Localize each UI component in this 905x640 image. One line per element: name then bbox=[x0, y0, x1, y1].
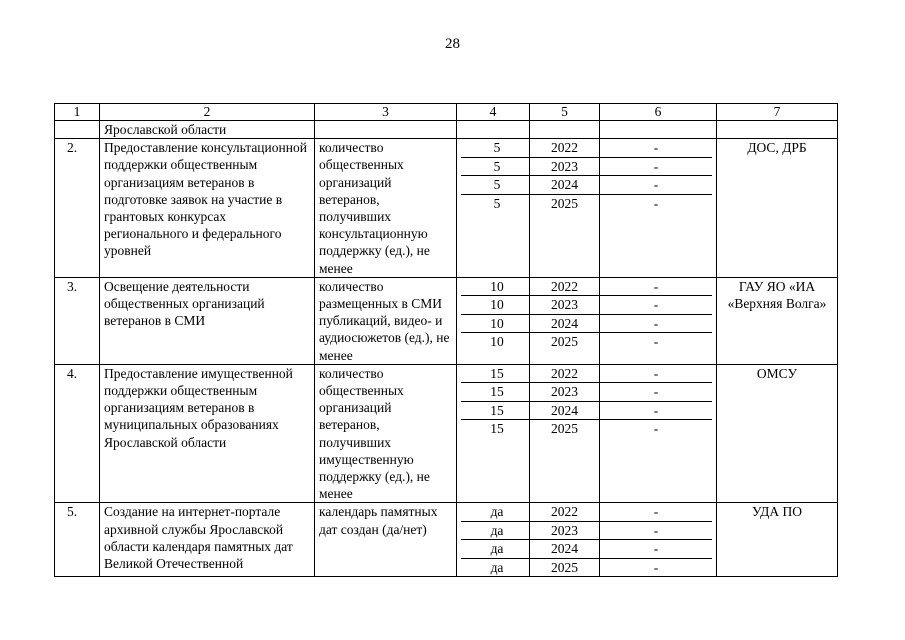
target-values bbox=[457, 139, 530, 278]
table-row bbox=[55, 503, 838, 577]
responsible: ДОС, ДРБ bbox=[717, 139, 838, 278]
column-6-value: - bbox=[653, 195, 659, 211]
table-row bbox=[55, 364, 838, 503]
column-6-value: - bbox=[600, 158, 712, 177]
year: 2025 bbox=[551, 195, 578, 211]
target-values bbox=[457, 277, 530, 364]
column-header: 6 bbox=[600, 104, 717, 121]
column-6-value: - bbox=[653, 334, 659, 350]
column-6-value: - bbox=[653, 421, 659, 437]
year: 2023 bbox=[530, 522, 599, 541]
target-values bbox=[457, 503, 530, 577]
year: 2023 bbox=[530, 296, 599, 315]
target-value: 15 bbox=[461, 402, 529, 421]
column-header: 4 bbox=[457, 104, 530, 121]
target-value: да bbox=[461, 503, 529, 522]
target-value: 10 bbox=[490, 334, 504, 350]
target-value: 5 bbox=[493, 195, 501, 211]
column-6-values bbox=[600, 277, 717, 364]
target-value: 5 bbox=[461, 139, 529, 158]
year: 2025 bbox=[551, 421, 578, 437]
column-header: 5 bbox=[530, 104, 600, 121]
responsible: ОМСУ bbox=[717, 364, 838, 503]
row-number: 2. bbox=[55, 139, 100, 278]
measures-table bbox=[54, 103, 838, 577]
indicator-text: количество общественных организаций ветеранов, получивших имущественную поддержку (ед.), не менее bbox=[315, 364, 457, 503]
indicator-text: количество общественных организаций ветеранов, получивших консультационную поддержку (ед.), не менее bbox=[315, 139, 457, 278]
target-value: 5 bbox=[461, 176, 529, 195]
table-row bbox=[55, 277, 838, 364]
column-6-value: - bbox=[600, 315, 712, 334]
column-6-value: - bbox=[600, 176, 712, 195]
years bbox=[530, 503, 600, 577]
year: 2022 bbox=[530, 278, 599, 297]
target-value: 10 bbox=[461, 315, 529, 334]
column-6-value: - bbox=[600, 296, 712, 315]
column-6-values bbox=[600, 503, 717, 577]
column-6-value: - bbox=[600, 383, 712, 402]
row-number: 5. bbox=[55, 503, 100, 577]
column-6-value: - bbox=[600, 365, 712, 384]
target-value: 15 bbox=[461, 383, 529, 402]
year: 2023 bbox=[530, 158, 599, 177]
column-6-value: - bbox=[600, 503, 712, 522]
column-header: 1 bbox=[55, 104, 100, 121]
target-value: 15 bbox=[490, 421, 504, 437]
years bbox=[530, 277, 600, 364]
years bbox=[530, 364, 600, 503]
year: 2025 bbox=[551, 334, 578, 350]
column-header: 2 bbox=[100, 104, 315, 121]
measure-name: Предоставление имущественной поддержки общественным организациям ветеранов в муниципальных образованиях Ярославской области bbox=[100, 364, 315, 503]
column-header: 3 bbox=[315, 104, 457, 121]
row-number: 3. bbox=[55, 277, 100, 364]
year: 2024 bbox=[530, 315, 599, 334]
year: 2024 bbox=[530, 402, 599, 421]
year: 2025 bbox=[551, 559, 578, 575]
target-value: 15 bbox=[461, 365, 529, 384]
indicator-text: календарь памятных дат создан (да/нет) bbox=[315, 503, 457, 577]
target-value: да bbox=[461, 522, 529, 541]
target-values bbox=[457, 364, 530, 503]
column-6-value: - bbox=[600, 278, 712, 297]
column-6-value: - bbox=[600, 540, 712, 559]
continuation-text: Ярославской области bbox=[100, 121, 315, 139]
page-number: 28 bbox=[445, 36, 460, 52]
measure-name: Создание на интернет-портале архивной службы Ярославской области календаря памятных дат Великой Отечественной bbox=[100, 503, 315, 577]
year: 2024 bbox=[530, 540, 599, 559]
target-value: да bbox=[490, 559, 504, 575]
row-number: 4. bbox=[55, 364, 100, 503]
target-value: да bbox=[461, 540, 529, 559]
year: 2023 bbox=[530, 383, 599, 402]
table-row bbox=[55, 139, 838, 278]
year: 2022 bbox=[530, 503, 599, 522]
column-6-value: - bbox=[600, 402, 712, 421]
column-6-value: - bbox=[653, 559, 659, 575]
year: 2022 bbox=[530, 139, 599, 158]
target-value: 5 bbox=[461, 158, 529, 177]
measure-name: Предоставление консультационной поддержки общественным организациям ветеранов в подготовке заявок на участие в грантовых конкурсах регионального и федерального уровней bbox=[100, 139, 315, 278]
years bbox=[530, 139, 600, 278]
target-value: 10 bbox=[461, 278, 529, 297]
responsible: УДА ПО bbox=[717, 503, 838, 577]
column-6-value: - bbox=[600, 522, 712, 541]
measure-name: Освещение деятельности общественных организаций ветеранов в СМИ bbox=[100, 277, 315, 364]
column-6-values bbox=[600, 139, 717, 278]
target-value: 10 bbox=[461, 296, 529, 315]
column-header: 7 bbox=[717, 104, 838, 121]
continuation-row bbox=[55, 121, 838, 139]
year: 2024 bbox=[530, 176, 599, 195]
column-6-value: - bbox=[600, 139, 712, 158]
column-6-values bbox=[600, 364, 717, 503]
responsible: ГАУ ЯО «ИА «Верхняя Волга» bbox=[717, 277, 838, 364]
indicator-text: количество размещенных в СМИ публикаций, видео- и аудиосюжетов (ед.), не менее bbox=[315, 277, 457, 364]
year: 2022 bbox=[530, 365, 599, 384]
table-header-row bbox=[55, 104, 838, 121]
